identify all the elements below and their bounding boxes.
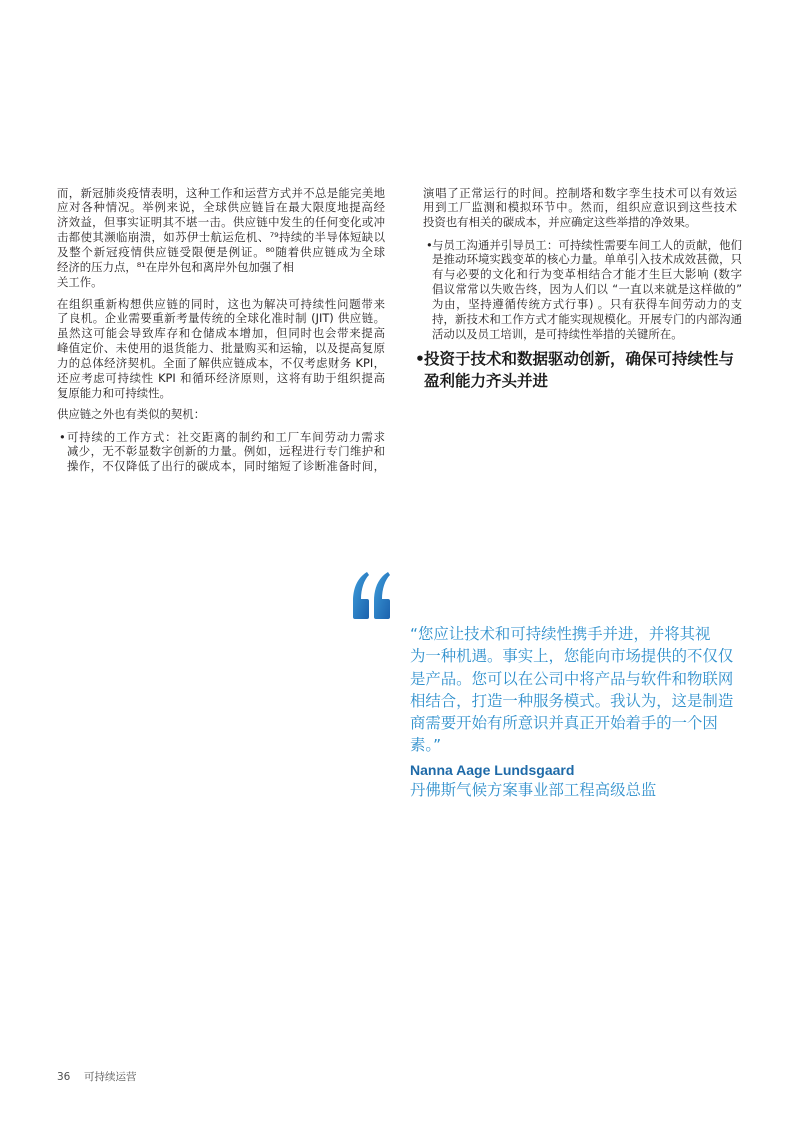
heading-bullet-marker: •	[415, 349, 425, 368]
bullet-continuation	[423, 186, 737, 231]
paragraph-line: 还应考虑可持续性 KPI 和循环经济原则，这将有助于组织提高	[57, 370, 385, 385]
bullet-line: 有与必要的文化和行为变革相结合才能才生巨大影响 (数字	[432, 267, 742, 282]
paragraph-line: 复原能力和可持续性。	[57, 385, 171, 400]
page-number: 36	[57, 1071, 71, 1083]
quote-line: “您应让技术和可持续性携手并进，并将其视	[410, 625, 711, 643]
paragraph-line: 在组织重新构想供应链的同时，这也为解决可持续性问题带来	[57, 296, 385, 311]
quote-author-name: Nanna Aage Lundsgaard	[410, 762, 575, 778]
quote-line: 素。”	[410, 736, 442, 755]
bullet-line: 操作，不仅降低了出行的碳成本，同时缩短了诊断准备时间，	[67, 459, 385, 474]
bullet-line: 活动以及员工培训，是可持续性举措的关键所在。	[432, 326, 683, 341]
bullet-item	[57, 430, 385, 475]
quote-line: 是产品。您可以在公司中将产品与软件和物联网	[410, 669, 734, 688]
bullet-line: 可持续的工作方式：社交距离的制约和工厂车间劳动力需求	[67, 429, 385, 444]
quote-line: 为一种机遇。事实上，您能向市场提供的不仅仅	[410, 647, 734, 666]
bullet-line: 为由，坚持遵循传统方式行事) 。只有获得车间劳动力的支	[432, 297, 742, 312]
paragraph	[57, 186, 385, 290]
paragraph-line: 及整个新冠疫情供应链受限便是例证。⁸⁰随着供应链成为全球	[57, 245, 385, 260]
paragraph	[57, 297, 385, 401]
paragraph-line: 了良机。企业需要重新考量传统的全球化准时制 (JIT) 供应链。	[57, 311, 385, 326]
paragraph-line: 用到工厂监测和模拟环节中。然而，组织应意识到这些技术	[423, 200, 737, 215]
paragraph-line: 应对各种情况。举例来说，全球供应链旨在最大限度地提高经	[57, 200, 385, 215]
pull-quote	[410, 623, 733, 757]
quote-author-title: 丹佛斯气候方案事业部工程高级总监	[410, 781, 657, 799]
bullet-line: 与员工沟通并引导员工：可持续性需要车间工人的贡献，他们	[432, 237, 742, 252]
paragraph-line: 关工作。	[57, 274, 103, 289]
paragraph-line: 而，新冠肺炎疫情表明，这种工作和运营方式并不总是能完美地	[57, 185, 385, 200]
bullet-line: 减少，无不彰显数字创新的力量。例如，远程进行专门维护和	[67, 444, 385, 459]
paragraph-line: 经济的压力点，⁸¹在岸外包和离岸外包加强了相	[57, 259, 294, 274]
section-heading-line: 盈利能力齐头并进	[424, 372, 549, 390]
paragraph-line: 虽然这可能会导致库存和仓储成本增加，但同时也会带来提高	[57, 326, 385, 341]
bullet-marker: •	[426, 237, 433, 252]
bullet-line: 倡议常常以失败告终，因为人们以 “一直以来就是这样做的”	[432, 282, 742, 297]
paragraph-line: 演唱了正常运行的时间。控制塔和数字孪生技术可以有效运	[423, 185, 737, 200]
quote-mark-icon	[352, 570, 392, 620]
paragraph-line: 济效益，但事实证明其不堪一击。供应链中发生的任何变化或冲	[57, 215, 385, 230]
quote-line: 商需要开始有所意识并真正开始着手的一个因	[410, 714, 718, 733]
section-heading-line: 投资于技术和数据驱动创新，确保可持续性与	[424, 349, 735, 368]
paragraph	[57, 407, 385, 422]
bullet-marker: •	[59, 429, 66, 444]
bullet-line: 持，新技术和工作方式才能实现规模化。开展专门的内部沟通	[432, 311, 742, 326]
bullet-line: 是推动环境实践变革的核心力量。单单引入技术成效甚微，只	[432, 252, 742, 267]
paragraph-line: 供应链之外也有类似的契机：	[57, 406, 206, 421]
paragraph-line: 击都使其濒临崩溃，如苏伊士航运危机、⁷⁹持续的半导体短缺以	[57, 230, 385, 245]
footer-section-title: 可持续运营	[84, 1071, 137, 1083]
section-heading	[414, 348, 737, 393]
quote-line: 相结合，打造一种服务模式。我认为，这是制造	[410, 691, 734, 710]
paragraph-line: 峰值定价、未使用的退货能力、批量购买和运输，以及提高复原	[57, 341, 385, 356]
bullet-item	[423, 238, 742, 342]
paragraph-line: 力的总体经济契机。全面了解供应链成本，不仅考虑财务 KPI，	[57, 356, 385, 371]
paragraph-line: 投资也有相关的碳成本，并应确定这些举措的净效果。	[423, 215, 697, 230]
